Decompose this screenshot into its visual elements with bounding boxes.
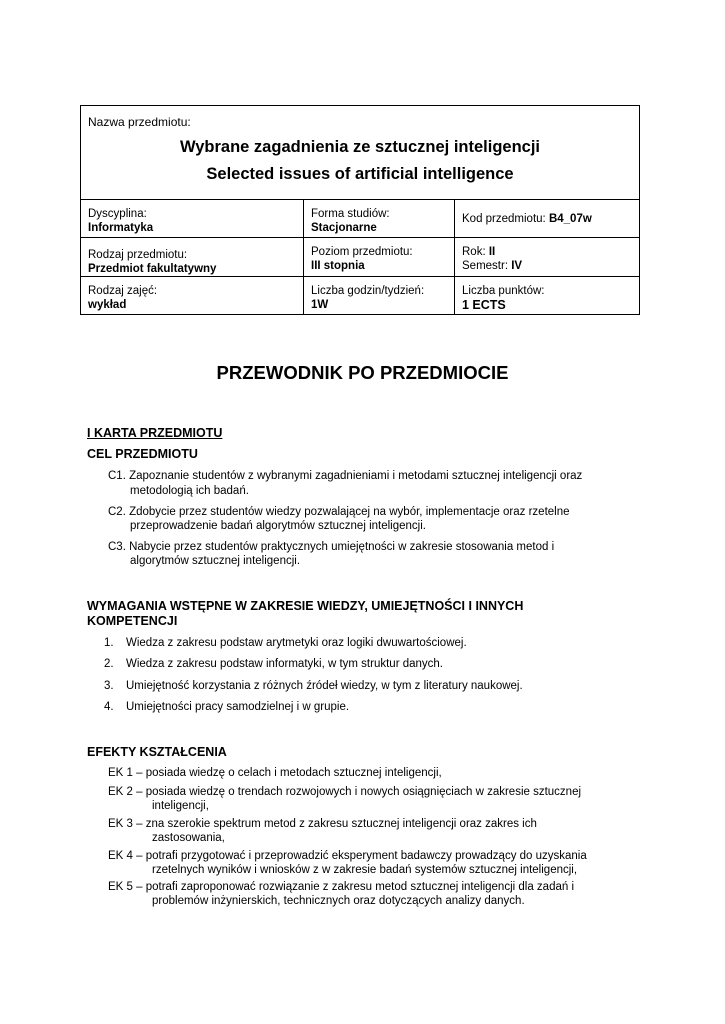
requirement-3-text: Umiejętność korzystania z różnych źródeł wiedzy, w tym z literatury naukowej. xyxy=(126,680,523,692)
semester-value: IV xyxy=(511,260,523,272)
course-code-label: Kod przedmiotu: xyxy=(462,212,546,225)
points-label: Liczba punktów: xyxy=(462,285,545,297)
main-heading: PRZEWODNIK PO PRZEDMIOCIE xyxy=(216,362,509,383)
requirement-2-num: 2. xyxy=(104,658,114,670)
course-code-value: B4_07w xyxy=(548,212,592,225)
course-level-value: III stopnia xyxy=(311,260,365,272)
requirement-2-text: Wiedza z zakresu podstaw informatyki, w tym struktur danych. xyxy=(126,658,443,670)
requirement-4-text: Umiejętności pracy samodzielnej i w grupie. xyxy=(126,701,350,713)
course-goal-title: CEL PRZEDMIOTU xyxy=(87,447,198,461)
outcome-ek3-line2: zastosowania, xyxy=(152,832,225,844)
study-form-label: Forma studiów: xyxy=(311,208,390,220)
discipline-label: Dyscyplina: xyxy=(88,208,147,220)
requirement-4-num: 4. xyxy=(104,701,114,713)
course-info-table xyxy=(80,105,640,315)
goal-c1-line2: metodologią ich badań. xyxy=(130,485,249,497)
points-cell xyxy=(455,277,640,315)
outcome-ek5-line1: EK 5 – potrafi zaproponować rozwiązanie z zakresu metod sztucznej inteligencji dla zadań i xyxy=(108,881,575,893)
course-name-label: Nazwa przedmiotu: xyxy=(88,115,191,129)
study-form-value: Stacjonarne xyxy=(311,222,377,234)
goal-c2-line1: C2. Zdobycie przez studentów wiedzy pozwalającej na wybór, implementacje oraz rzetelne xyxy=(108,506,570,518)
year-semester-cell xyxy=(455,238,640,277)
section-course-card-title: I KARTA PRZEDMIOTU xyxy=(87,426,223,440)
course-level-label: Poziom przedmiotu: xyxy=(311,246,413,258)
goal-c1-line1: C1. Zapoznanie studentów z wybranymi zagadnieniami i metodami sztucznej inteligencji oraz xyxy=(108,470,583,482)
class-type-value: wykład xyxy=(88,299,127,311)
outcome-ek5-line2: problemów inżynierskich, technicznych oraz dotyczących analizy danych. xyxy=(152,895,525,907)
hours-cell xyxy=(304,277,455,315)
discipline-value: Informatyka xyxy=(88,222,154,234)
course-type-value: Przedmiot fakultatywny xyxy=(88,263,217,275)
goal-c3-line2: algorytmów sztucznej inteligencji. xyxy=(130,555,301,567)
outcome-ek3-line1: EK 3 – zna szerokie spektrum metod z zakresu sztucznej inteligencji oraz zakres ich xyxy=(108,818,537,830)
hours-value: 1W xyxy=(311,299,329,311)
requirements-title-line2: KOMPETENCJI xyxy=(87,614,178,628)
course-title-en: Selected issues of artificial intelligence xyxy=(206,165,514,183)
points-value: 1 ECTS xyxy=(462,298,506,312)
goal-c3-line1: C3. Nabycie przez studentów praktycznych umiejętności w zakresie stosowania metod i xyxy=(108,541,555,553)
semester-label: Semestr: xyxy=(462,260,509,272)
requirement-1-num: 1. xyxy=(104,637,114,649)
requirement-1-text: Wiedza z zakresu podstaw arytmetyki oraz logiki dwuwartościowej. xyxy=(126,637,467,649)
class-type-label: Rodzaj zajęć: xyxy=(88,285,158,297)
course-title-cell xyxy=(81,106,640,200)
hours-label: Liczba godzin/tydzień: xyxy=(311,285,425,297)
course-type-label: Rodzaj przedmiotu: xyxy=(88,249,188,261)
goal-c2-line2: przeprowadzenie badań algorytmów sztucznej inteligencji. xyxy=(130,520,426,532)
study-form-cell xyxy=(304,200,455,238)
outcome-ek2-line1: EK 2 – posiada wiedzę o trendach rozwojowych i nowych osiągnięciach w zakresie sztucznej xyxy=(108,786,582,798)
outcome-ek4-line2: rzetelnych wyników i wniosków z w zakresie badań systemów sztucznej inteligencji, xyxy=(152,864,578,876)
requirements-title-line1: WYMAGANIA WSTĘPNE W ZAKRESIE WIEDZY, UMIEJĘTNOŚCI I INNYCH xyxy=(87,599,524,613)
discipline-cell xyxy=(81,200,304,238)
outcome-ek2-line2: inteligencji, xyxy=(152,800,209,812)
class-type-cell xyxy=(81,277,304,315)
course-title-pl: Wybrane zagadnienia ze sztucznej inteligencji xyxy=(179,138,541,156)
course-code-cell xyxy=(455,200,640,238)
course-level-cell xyxy=(304,238,455,277)
outcomes-title: EFEKTY KSZTAŁCENIA xyxy=(87,745,227,759)
outcome-ek1-line1: EK 1 – posiada wiedzę o celach i metodach sztucznej inteligencji, xyxy=(108,767,442,779)
requirement-3-num: 3. xyxy=(104,680,114,692)
year-value: II xyxy=(488,246,496,258)
year-label: Rok: xyxy=(462,246,486,258)
outcome-ek4-line1: EK 4 – potrafi przygotować i przeprowadzić eksperyment badawczy prowadzący do uzyskania xyxy=(108,850,587,862)
course-type-cell xyxy=(81,238,304,277)
